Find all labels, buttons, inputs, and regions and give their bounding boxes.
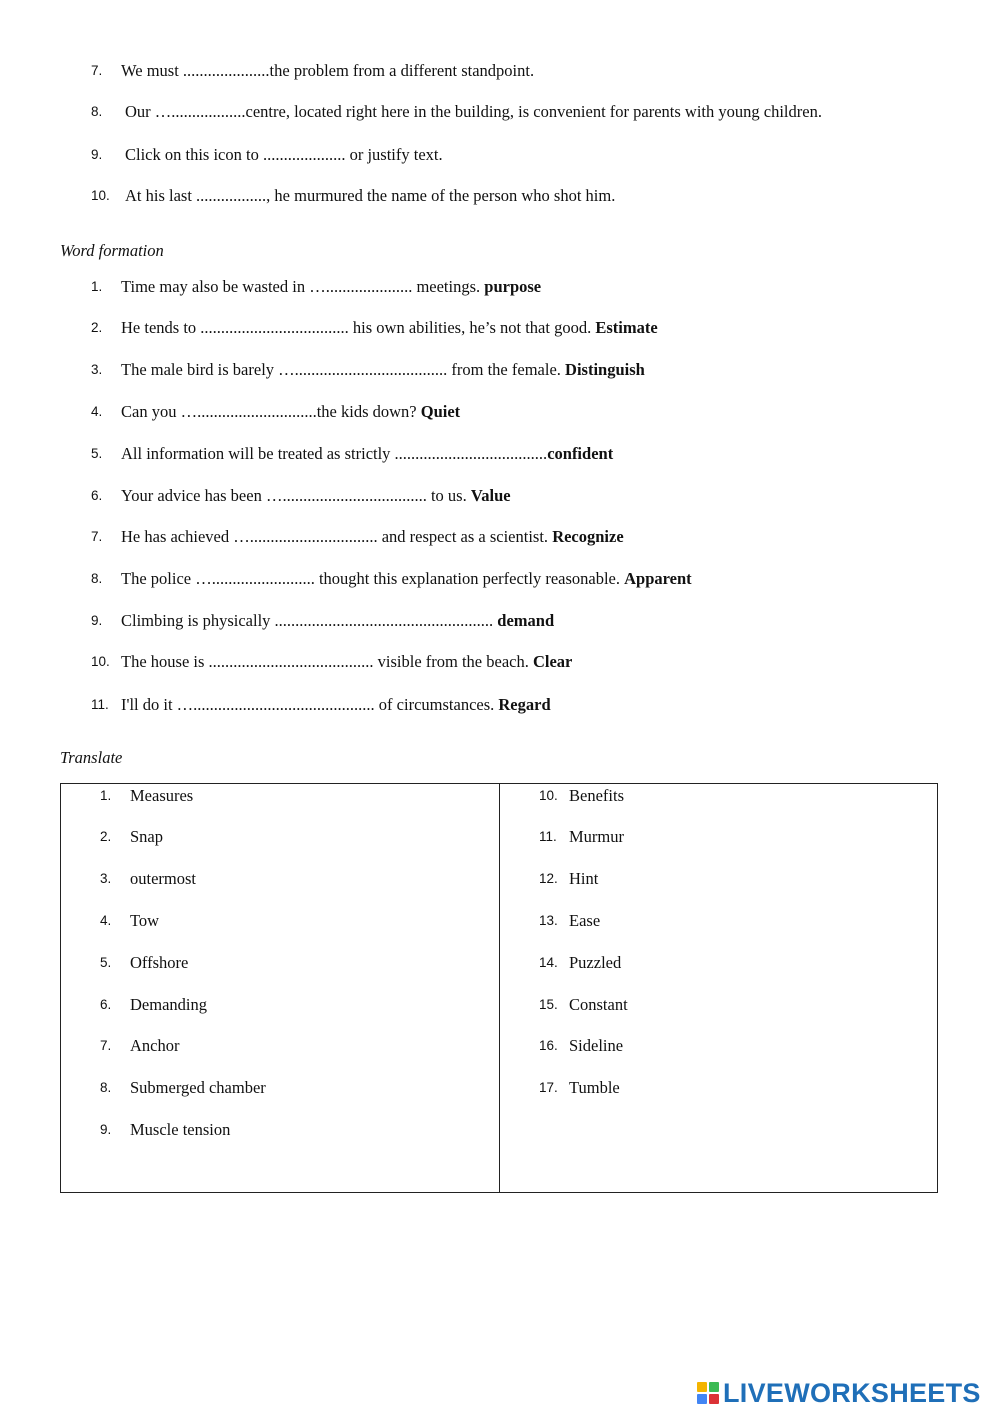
item-text: Climbing is physically ..................................................... demand <box>121 611 555 630</box>
item-number: 13. <box>539 913 558 928</box>
item-text: Demanding <box>130 995 207 1014</box>
table-divider <box>499 784 500 1192</box>
item-number: 8. <box>91 571 103 586</box>
item-number: 5. <box>91 446 103 461</box>
keyword: Quiet <box>420 402 461 421</box>
item-text: Muscle tension <box>130 1120 231 1139</box>
item-number: 17. <box>539 1080 558 1095</box>
item-text: I'll do it …............................................ of circumstances. Regard <box>121 695 551 714</box>
item-number: 1. <box>91 279 103 294</box>
item-number: 1. <box>100 788 112 803</box>
item-text: Submerged chamber <box>130 1078 266 1097</box>
logo-text: LIVEWORKSHEETS <box>723 1377 981 1408</box>
keyword: Clear <box>532 652 573 671</box>
item-text: Sideline <box>569 1036 624 1055</box>
item-text: Measures <box>130 786 194 805</box>
item-number: 9. <box>100 1122 112 1137</box>
keyword: Regard <box>498 695 551 714</box>
item-number: 7. <box>100 1038 112 1053</box>
item-text: He has achieved …............................... and respect as a scientist. Recognize <box>121 527 624 546</box>
keyword: purpose <box>484 277 542 296</box>
item-number: 7. <box>91 63 103 78</box>
item-text: outermost <box>130 869 196 888</box>
keyword: Estimate <box>595 318 658 337</box>
item-text: At his last ................., he murmured the name of the person who shot him. <box>125 186 616 205</box>
logo-square <box>697 1382 707 1392</box>
item-number: 10. <box>91 188 110 203</box>
item-number: 12. <box>539 871 558 886</box>
item-number: 4. <box>100 913 112 928</box>
item-text: The house is ........................................ visible from the beach. Clear <box>121 652 573 671</box>
item-number: 8. <box>91 104 103 119</box>
item-number: 4. <box>91 404 103 419</box>
item-text: Murmur <box>569 827 624 846</box>
item-number: 16. <box>539 1038 558 1053</box>
liveworksheets-logo[interactable] <box>697 1378 981 1408</box>
item-text: Time may also be wasted in …..................... meetings. purpose <box>121 277 542 296</box>
logo-icon <box>697 1382 719 1404</box>
logo-square <box>709 1382 719 1392</box>
item-text: Snap <box>130 827 163 846</box>
item-text: Tumble <box>569 1078 620 1097</box>
translate-table <box>60 783 938 1193</box>
word-formation-heading: Word formation <box>60 241 164 260</box>
item-number: 6. <box>91 488 103 503</box>
item-text: Ease <box>569 911 601 930</box>
item-text: He tends to .................................... his own abilities, he’s not that good. Estimate <box>121 318 658 337</box>
item-text: Can you ….............................the kids down? Quiet <box>121 402 461 421</box>
item-text: Our …..................centre, located right here in the building, is convenient for parents with young children. <box>125 102 822 121</box>
item-number: 5. <box>100 955 112 970</box>
logo-square <box>709 1394 719 1404</box>
item-number: 2. <box>91 320 103 335</box>
item-number: 2. <box>100 829 112 844</box>
keyword: Apparent <box>624 569 692 588</box>
logo-square <box>697 1394 707 1404</box>
item-text: The male bird is barely …..................................... from the female. Distinguish <box>121 360 645 379</box>
item-number: 6. <box>100 997 112 1012</box>
item-text: Your advice has been …................................... to us. Value <box>121 486 511 505</box>
item-number: 11. <box>539 829 557 844</box>
item-text: Click on this icon to .................... or justify text. <box>125 145 443 164</box>
item-number: 10. <box>539 788 558 803</box>
keyword: demand <box>497 611 555 630</box>
item-text: Tow <box>130 911 160 930</box>
item-text: Benefits <box>569 786 624 805</box>
item-number: 9. <box>91 147 103 162</box>
item-number: 15. <box>539 997 558 1012</box>
item-number: 3. <box>100 871 112 886</box>
item-number: 9. <box>91 613 103 628</box>
item-number: 8. <box>100 1080 112 1095</box>
translate-heading: Translate <box>60 748 123 767</box>
item-text: Anchor <box>130 1036 180 1055</box>
item-number: 7. <box>91 529 103 544</box>
item-number: 14. <box>539 955 558 970</box>
keyword: Distinguish <box>565 360 645 379</box>
keyword: Recognize <box>552 527 624 546</box>
keyword: Value <box>470 486 511 505</box>
item-number: 10. <box>91 654 110 669</box>
item-text: Offshore <box>130 953 189 972</box>
keyword: confident <box>547 444 614 463</box>
item-text: Constant <box>569 995 628 1014</box>
item-text: The police …......................... thought this explanation perfectly reasonable. Apparent <box>121 569 692 588</box>
item-number: 3. <box>91 362 103 377</box>
item-number: 11. <box>91 697 109 712</box>
item-text: We must .....................the problem from a different standpoint. <box>121 61 535 80</box>
item-text: All information will be treated as strictly .....................................confident <box>121 444 614 463</box>
item-text: Puzzled <box>569 953 622 972</box>
item-text: Hint <box>569 869 599 888</box>
